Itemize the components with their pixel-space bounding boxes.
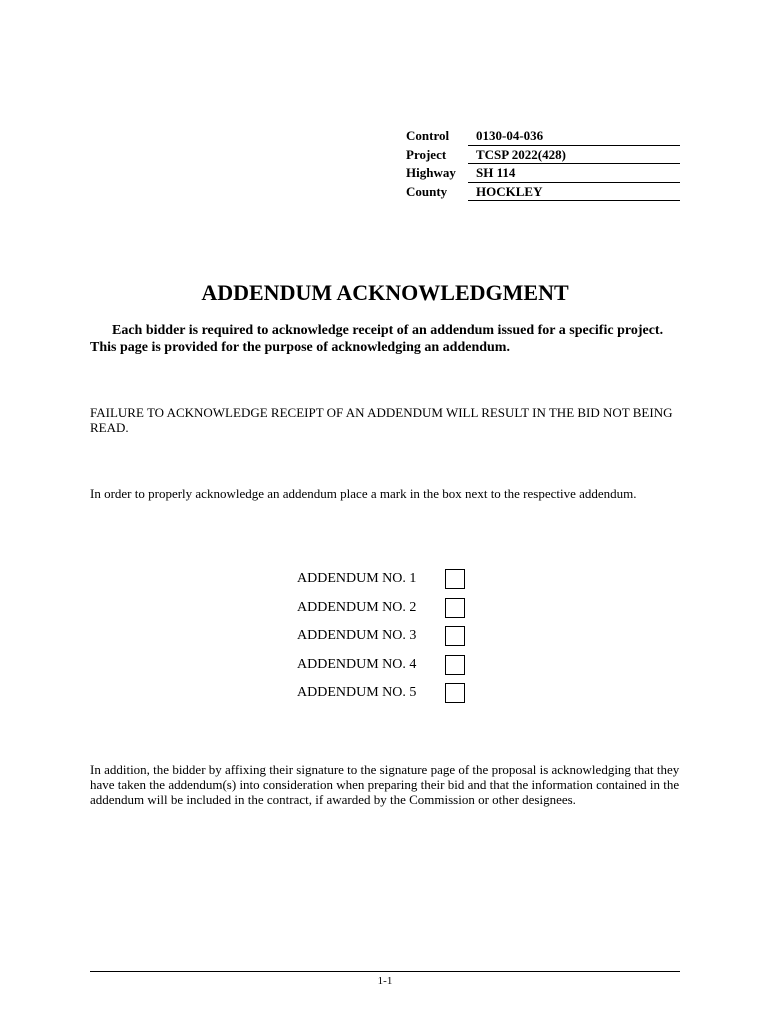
- highway-label: Highway: [406, 165, 456, 180]
- county-label: County: [406, 183, 448, 199]
- info-row-highway: [404, 164, 680, 183]
- addendum-row-5: [297, 679, 477, 708]
- addendum-list: [297, 565, 477, 708]
- addendum-checkbox-3[interactable]: [445, 626, 465, 646]
- instruction-paragraph: In order to properly acknowledge an addendum place a mark in the box next to the respective addendum.: [90, 486, 637, 501]
- control-label: Control: [406, 128, 450, 143]
- info-row-project: [404, 146, 680, 165]
- project-label: Project: [406, 146, 447, 162]
- warning-paragraph: FAILURE TO ACKNOWLEDGE RECEIPT OF AN ADDENDUM WILL RESULT IN THE BID NOT BEING READ.: [90, 405, 673, 435]
- addendum-row-3: [297, 622, 477, 651]
- addendum-checkbox-4[interactable]: [445, 655, 465, 675]
- page-title: ADDENDUM ACKNOWLEDGMENT: [201, 280, 569, 305]
- addendum-label-5: ADDENDUM NO. 5: [297, 685, 417, 701]
- addendum-label-2: ADDENDUM NO. 2: [297, 599, 417, 615]
- page-number: 1-1: [377, 975, 393, 987]
- addendum-row-4: [297, 651, 477, 680]
- control-value: 0130-04-036: [468, 127, 680, 146]
- addendum-label-4: ADDENDUM NO. 4: [297, 656, 417, 672]
- addendum-checkbox-2[interactable]: [445, 598, 465, 618]
- addendum-label-3: ADDENDUM NO. 3: [297, 628, 417, 644]
- footer-divider: [90, 971, 680, 972]
- county-value: HOCKLEY: [468, 183, 680, 202]
- addendum-label-1: ADDENDUM NO. 1: [297, 571, 417, 587]
- addendum-row-2: [297, 594, 477, 623]
- closing-paragraph: In addition, the bidder by affixing their signature to the signature page of the proposal is acknowledging that they have taken the addendum(s) into consideration when preparing their bid and that the information contained in the addendum will be included in the contract, if awarded by the Commission or other designees.: [90, 762, 680, 807]
- intro-paragraph: Each bidder is required to acknowledge receipt of an addendum issued for a specific project. This page is provided for the purpose of acknowledging an addendum.: [90, 323, 664, 355]
- project-value: TCSP 2022(428): [468, 146, 680, 165]
- addendum-row-1: [297, 565, 477, 594]
- highway-value: SH 114: [468, 164, 680, 183]
- addendum-checkbox-1[interactable]: [445, 569, 465, 589]
- project-info-table: [404, 127, 680, 201]
- info-row-county: [404, 183, 680, 202]
- addendum-checkbox-5[interactable]: [445, 683, 465, 703]
- info-row-control: [404, 127, 680, 146]
